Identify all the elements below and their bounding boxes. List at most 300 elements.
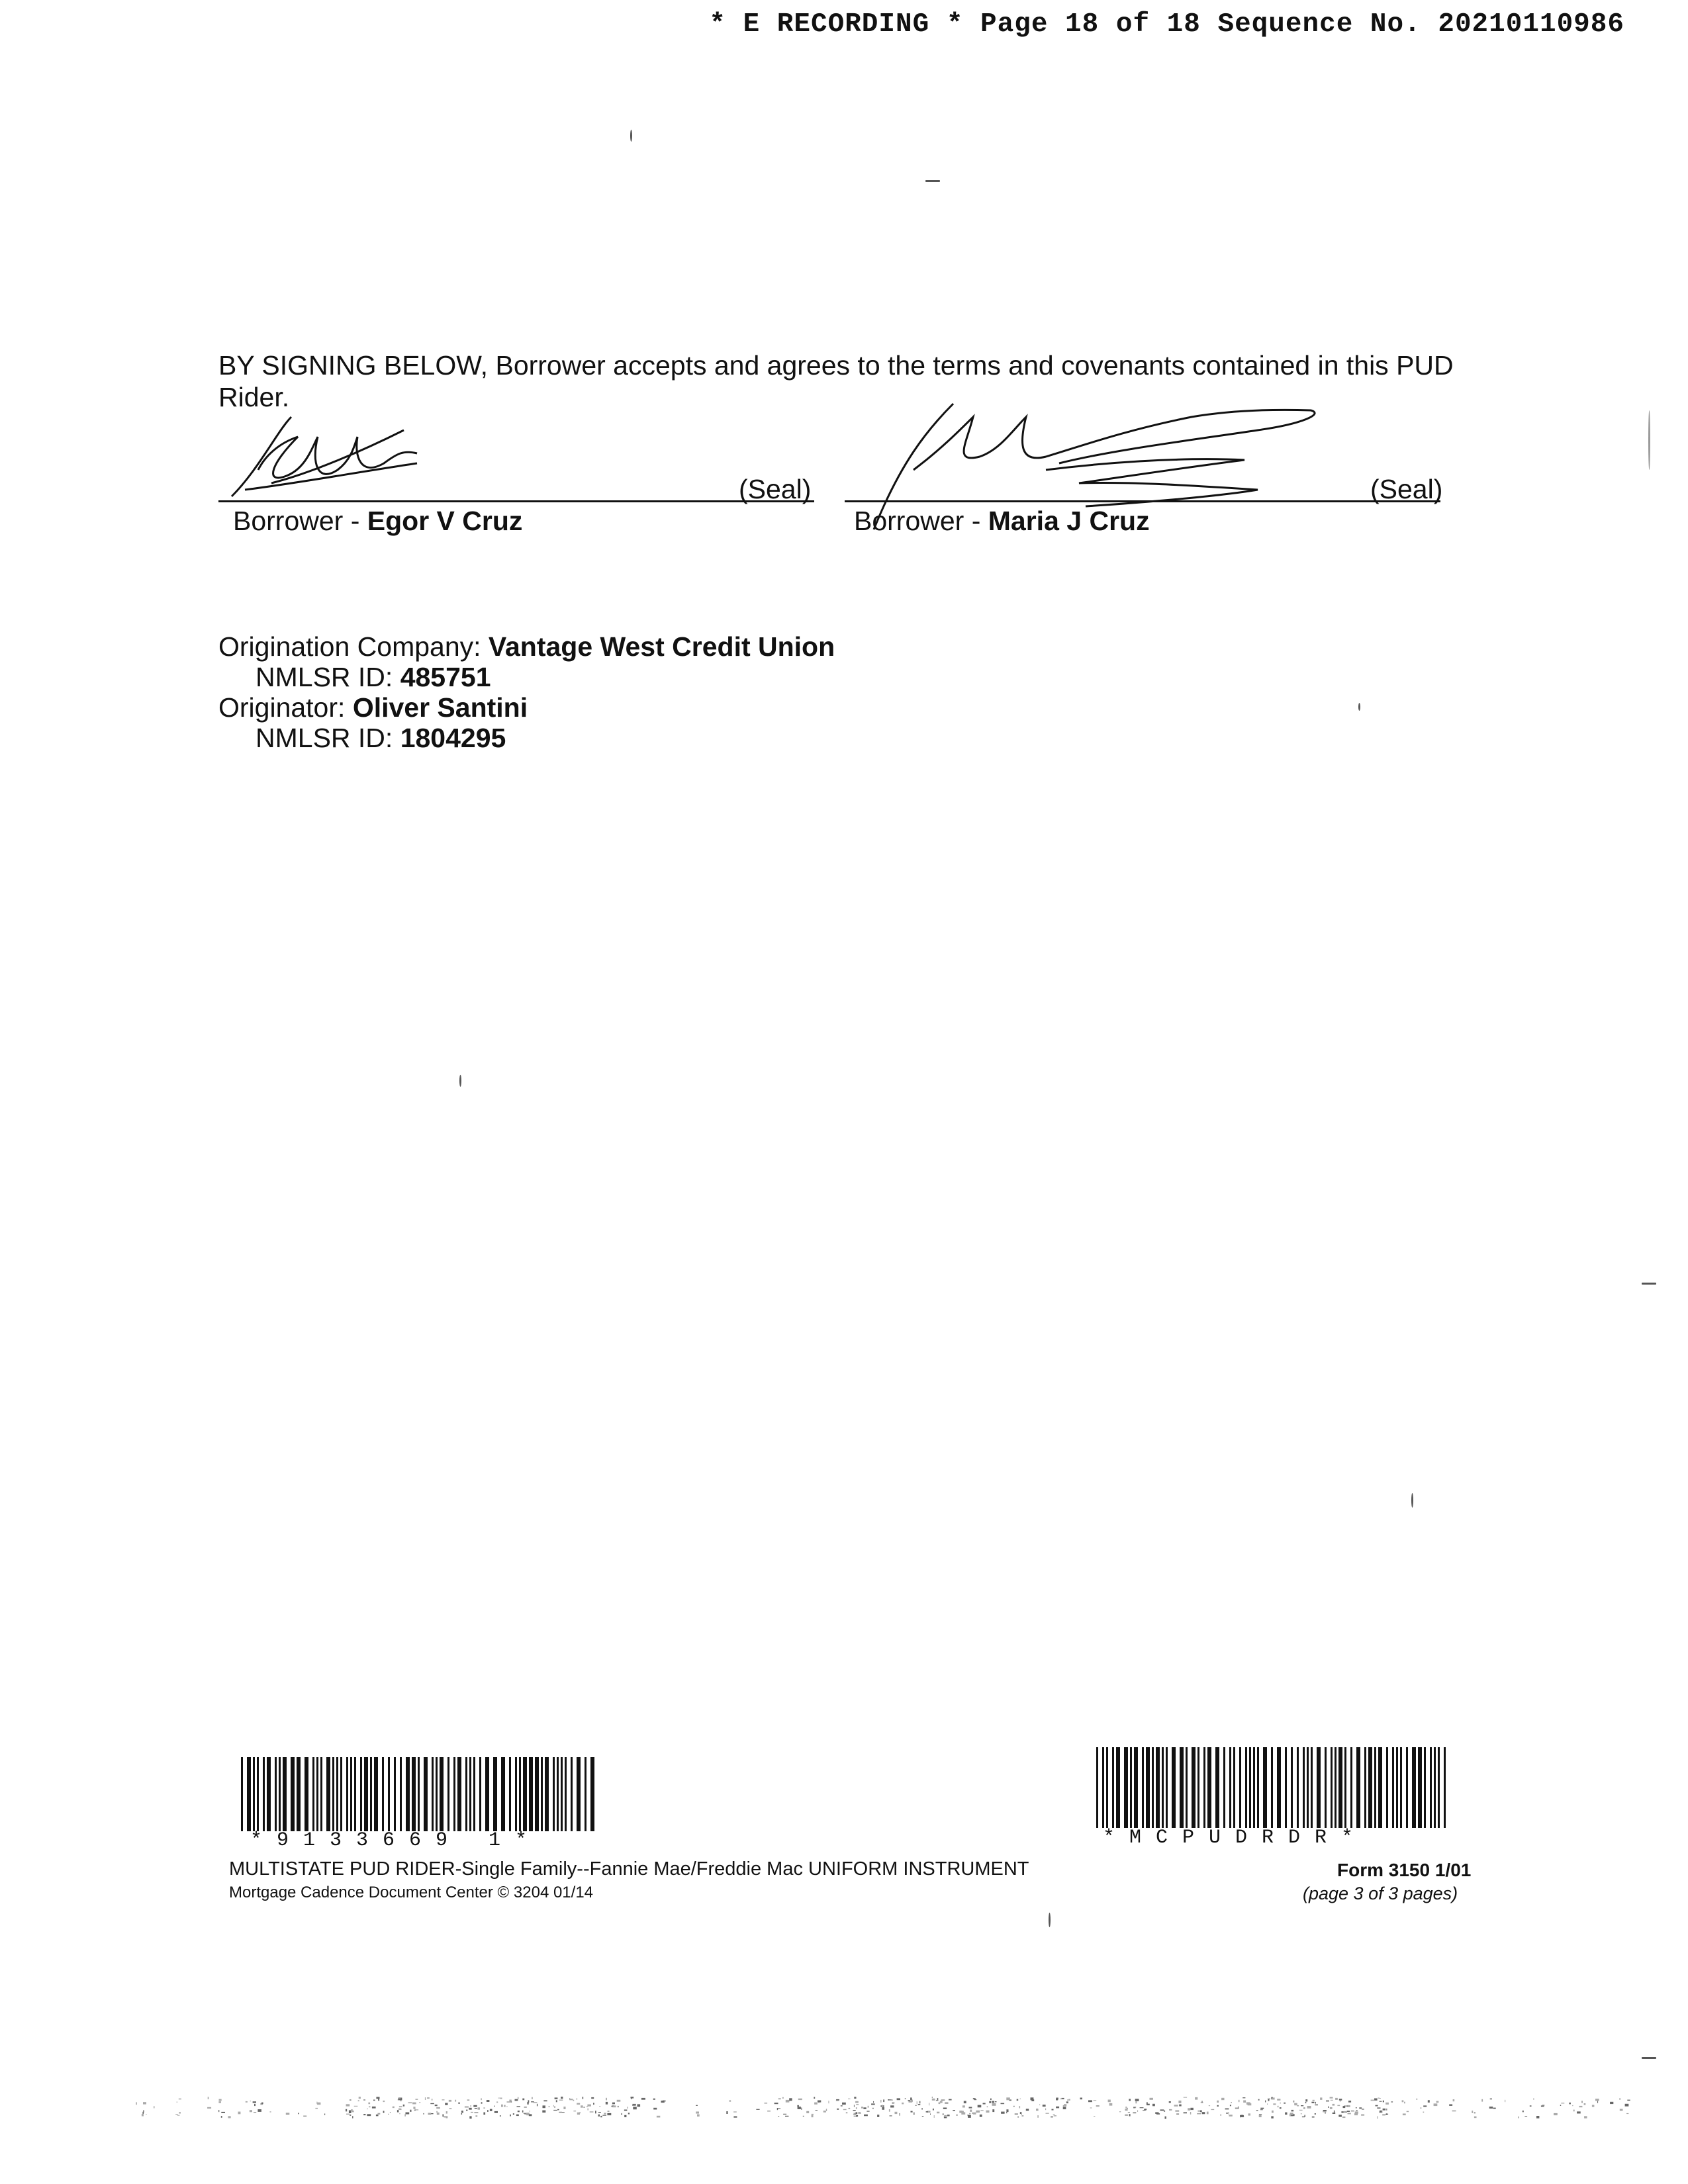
barcode-bar: [1162, 1747, 1164, 1828]
scan-noise-dot: [435, 2105, 438, 2106]
scan-noise-dot: [465, 2107, 469, 2108]
scan-noise-dot: [416, 2099, 418, 2100]
barcode-bar: [1239, 1747, 1241, 1828]
scan-noise-dot: [1294, 2103, 1297, 2106]
scan-noise-dot: [1272, 2097, 1275, 2099]
scan-noise-dot: [911, 2111, 913, 2113]
barcode-bar: [541, 1757, 543, 1831]
scan-noise-dot: [863, 2107, 866, 2109]
scan-noise-dot: [1293, 2101, 1294, 2103]
barcode-bar: [283, 1757, 287, 1831]
originator-nmlsr-value: 1804295: [400, 723, 506, 753]
scan-noise-dot: [1391, 2101, 1393, 2102]
barcode-bar: [316, 1757, 318, 1831]
scan-noise-dot: [363, 2099, 365, 2100]
scan-noise-dot: [372, 2107, 376, 2109]
scan-noise-dot: [367, 2114, 371, 2116]
barcode-bar: [1430, 1747, 1432, 1828]
barcode-bar: [1172, 1747, 1176, 1828]
scan-noise-dot: [1382, 2114, 1385, 2115]
scan-noise-dot: [1051, 2116, 1053, 2118]
scan-noise-dot: [442, 2099, 445, 2100]
barcode-bar: [1424, 1747, 1426, 1828]
scan-noise-dot: [524, 2113, 526, 2114]
barcode-bar: [1356, 1747, 1360, 1828]
scan-noise-dot: [1259, 2114, 1262, 2115]
scan-noise-dot: [1423, 2112, 1425, 2113]
scan-noise-dot: [1231, 2102, 1232, 2103]
scan-noise-dot: [1068, 2099, 1070, 2101]
barcode-bar: [457, 1757, 461, 1831]
origination-company-value: Vantage West Credit Union: [488, 631, 835, 662]
scan-noise-dot: [1334, 2111, 1335, 2113]
scan-noise-dot: [897, 2098, 900, 2100]
scan-noise-dot: [1259, 2115, 1262, 2117]
scan-noise-dot: [500, 2115, 501, 2116]
scan-noise-dot: [930, 2114, 931, 2115]
scan-noise-dot: [1080, 2098, 1083, 2100]
scan-noise-dot: [914, 2113, 915, 2115]
scan-noise-dot: [581, 2105, 583, 2107]
scan-noise-dot: [1184, 2097, 1187, 2098]
scan-noise-dot: [1402, 2100, 1404, 2102]
barcode-bar: [1386, 1747, 1388, 1828]
barcode-bar: [1156, 1747, 1160, 1828]
barcode-bar: [1434, 1747, 1436, 1828]
scan-noise-dot: [412, 2103, 416, 2105]
scan-noise-dot: [1063, 2105, 1064, 2107]
scan-noise-dot: [221, 2116, 222, 2118]
scan-noise-dot: [803, 2116, 804, 2117]
scan-noise-dot: [515, 2099, 518, 2101]
scan-noise-dot: [1127, 2108, 1128, 2109]
scan-noise-dot: [593, 2103, 594, 2105]
barcode-bar: [1146, 1747, 1150, 1828]
scan-noise-dot: [1246, 2102, 1250, 2105]
seal-label-1: (Seal): [739, 474, 812, 504]
scan-noise-dot: [1620, 2109, 1623, 2111]
scan-noise-dot: [522, 2111, 524, 2113]
barcode-bar: [1112, 1747, 1114, 1828]
barcode-bar: [493, 1757, 497, 1831]
scan-noise-dot: [1022, 2115, 1024, 2116]
scan-noise-dot: [436, 2111, 438, 2113]
scan-noise-dot: [1056, 2099, 1058, 2101]
barcode-bar: [1223, 1747, 1225, 1828]
scan-noise-dot: [940, 2101, 943, 2103]
scan-noise-dot: [1046, 2113, 1049, 2114]
scan-noise-dot: [880, 2100, 881, 2103]
scan-noise-dot: [937, 2112, 939, 2114]
scan-noise-dot: [797, 2105, 799, 2107]
scan-noise-dot: [606, 2102, 608, 2105]
scan-noise-dot: [1554, 2113, 1558, 2115]
barcode-left-text: *9133669 1*: [250, 1829, 542, 1852]
scan-noise-dot: [814, 2103, 818, 2105]
scan-noise-dot: [469, 2108, 471, 2110]
scan-noise-dot: [612, 2105, 616, 2107]
scan-noise-dot: [1305, 2099, 1307, 2101]
scan-noise-dot: [1428, 2100, 1430, 2103]
barcode-bar: [509, 1757, 511, 1831]
scan-noise-dot: [1001, 2112, 1005, 2114]
scan-noise-dot: [399, 2098, 400, 2099]
origination-info: [218, 631, 835, 753]
scan-noise-dot: [783, 2114, 786, 2115]
scan-noise-dot: [228, 2116, 231, 2118]
scan-noise-dot: [430, 2103, 434, 2104]
scan-noise-dot: [383, 2101, 385, 2102]
barcode-bar: [388, 1757, 390, 1831]
scan-noise-dot: [969, 2113, 970, 2115]
barcode-bar: [1338, 1747, 1342, 1828]
scan-noise-dot: [1229, 2115, 1233, 2116]
barcode-bar: [1325, 1747, 1327, 1828]
barcode-bar: [1303, 1747, 1305, 1828]
scan-noise-dot: [1299, 2110, 1303, 2111]
scan-noise-dot: [624, 2110, 628, 2111]
scan-noise-dot: [510, 2101, 512, 2102]
scan-noise-dot: [1386, 2109, 1387, 2111]
scan-noise-dot: [1493, 2108, 1496, 2109]
scan-noise-dot: [858, 2112, 861, 2114]
scan-noise-dot: [1272, 2111, 1274, 2113]
barcode-bar: [1350, 1747, 1352, 1828]
scan-noise-dot: [1337, 2105, 1340, 2107]
scan-noise-dot: [933, 2109, 934, 2111]
scan-noise-dot: [1297, 2105, 1299, 2107]
scan-noise-dot: [1152, 2104, 1155, 2107]
scan-noise-dot: [591, 2097, 594, 2099]
company-nmlsr-value: 485751: [400, 662, 491, 692]
scan-noise-dot: [529, 2114, 532, 2116]
scan-noise-dot: [543, 2105, 545, 2108]
scan-noise-dot: [854, 2097, 856, 2099]
scan-noise-dot: [1436, 2101, 1439, 2103]
barcode-bar: [1418, 1747, 1422, 1828]
scan-noise-dot: [853, 2110, 856, 2111]
scan-noise-dot: [653, 2108, 657, 2110]
scan-noise-dot: [1020, 2112, 1022, 2114]
scan-noise-dot: [250, 2110, 252, 2112]
scan-noise-dot: [1271, 2099, 1272, 2100]
barcode-bar: [1253, 1747, 1255, 1828]
scan-noise-dot: [976, 2111, 980, 2113]
scan-noise-dot: [1036, 2109, 1039, 2111]
scan-noise-dot: [653, 2099, 655, 2100]
scan-noise-dot: [1280, 2107, 1282, 2109]
scan-noise-dot: [864, 2115, 868, 2116]
scan-noise-dot: [522, 2099, 524, 2101]
scan-noise-dot: [270, 2111, 271, 2112]
scan-noise-dot: [583, 2107, 585, 2108]
scan-noise-dot: [1404, 2102, 1405, 2104]
scan-noise-dot: [877, 2115, 879, 2117]
scan-noise-dot: [528, 2100, 529, 2103]
scan-noise-dot: [590, 2111, 594, 2113]
scan-noise-dot: [1330, 2107, 1333, 2109]
scan-noise-dot: [890, 2115, 892, 2116]
scan-noise-dot: [1423, 2105, 1427, 2107]
scan-noise-dot: [1228, 2112, 1229, 2115]
barcode-bar: [354, 1757, 356, 1831]
scan-noise-dot: [517, 2106, 521, 2107]
scan-noise-dot: [812, 2115, 814, 2117]
scan-noise-dot: [1610, 2102, 1613, 2104]
scan-noise-dot: [298, 2113, 299, 2115]
scan-noise-dot: [1169, 2109, 1172, 2111]
scan-noise-dot: [995, 2101, 997, 2102]
scan-noise-dot: [537, 2104, 538, 2107]
borrower-label-2: [854, 506, 1150, 537]
scan-noise-dot: [974, 2099, 977, 2100]
scan-noise-dot: [532, 2097, 533, 2099]
scan-noise-dot: [498, 2098, 502, 2099]
barcode-bar: [1096, 1747, 1098, 1828]
scan-noise-dot: [1066, 2101, 1068, 2103]
scan-noise-dot: [246, 2101, 248, 2103]
scan-noise-dot: [573, 2100, 575, 2101]
scan-noise-dot: [350, 2115, 351, 2116]
scan-noise-dot: [1569, 2103, 1571, 2105]
scan-noise-dot: [947, 2115, 950, 2116]
scan-noise-dot: [1109, 2103, 1113, 2106]
scan-noise-dot: [1135, 2099, 1139, 2101]
scan-noise-dot: [458, 2103, 460, 2104]
scan-noise-dot: [1305, 2102, 1307, 2103]
barcode-bar: [545, 1757, 549, 1831]
scan-noise-dot: [400, 2109, 401, 2110]
scan-noise-dot: [696, 2105, 698, 2106]
barcode-bar: [565, 1757, 567, 1831]
scan-noise-dot: [1380, 2111, 1382, 2113]
scan-noise-dot: [363, 2114, 365, 2115]
scan-noise-dot: [501, 2105, 503, 2107]
scan-noise-dot: [1320, 2097, 1322, 2100]
scan-noise-dot: [1017, 2116, 1019, 2117]
barcode-bar: [263, 1757, 265, 1831]
scan-noise-dot: [219, 2099, 222, 2101]
originator-nmlsr-row: [218, 723, 835, 753]
scan-noise-dot: [1119, 2111, 1121, 2112]
scan-noise-dot: [446, 2111, 447, 2114]
scan-noise-dot: [1045, 2109, 1046, 2111]
barcode-bar: [1344, 1747, 1346, 1828]
barcode-bar: [519, 1757, 521, 1831]
scan-noise-dot: [390, 2112, 391, 2113]
scan-noise-dot: [1339, 2099, 1342, 2101]
scan-noise-dot: [915, 2105, 917, 2106]
scan-noise-dot: [1265, 2101, 1266, 2103]
scan-noise-dot: [346, 2114, 350, 2115]
scan-noise-dot: [563, 2107, 565, 2109]
barcode-bar: [557, 1757, 559, 1831]
scan-noise-dot: [556, 2100, 557, 2102]
scan-noise-dot: [406, 2113, 410, 2115]
scan-noise-dot: [461, 2111, 463, 2113]
barcode-bar: [1406, 1747, 1408, 1828]
scan-noise-dot: [496, 2101, 498, 2103]
scan-noise-dot: [415, 2109, 416, 2110]
barcode-bar: [1277, 1747, 1281, 1828]
scan-noise-dot: [561, 2097, 563, 2099]
scan-noise-dot: [1627, 2100, 1630, 2101]
scan-noise-dot: [504, 2105, 506, 2107]
scan-noise-dot: [1140, 2107, 1144, 2108]
scan-noise-dot: [487, 2110, 489, 2112]
scan-noise-dot: [729, 2100, 731, 2101]
form-page-number: (page 3 of 3 pages): [1303, 1884, 1458, 1903]
scan-noise-dot: [992, 2103, 996, 2106]
scan-noise-dot: [1377, 2116, 1378, 2119]
scan-noise-dot: [569, 2098, 570, 2100]
scan-noise-dot: [461, 2113, 463, 2115]
scan-noise-dot: [854, 2105, 855, 2107]
scan-noise-dot: [1053, 2114, 1055, 2115]
scan-noise-dot: [1150, 2098, 1153, 2100]
seal-label-2: (Seal): [1370, 474, 1443, 504]
scan-noise-dot: [962, 2105, 965, 2107]
scan-noise-dot: [1155, 2113, 1158, 2114]
barcode-bar: [257, 1757, 259, 1831]
scan-noise-dot: [945, 2102, 948, 2104]
scan-noise-dot: [1449, 2105, 1452, 2106]
barcode-bar: [297, 1757, 301, 1831]
scan-noise-dot: [778, 2098, 781, 2099]
scan-noise-dot: [1330, 2097, 1333, 2099]
scan-noise-dot: [473, 2105, 477, 2107]
barcode-bar: [382, 1757, 384, 1831]
scan-noise-dot: [494, 2106, 495, 2107]
scan-noise-dot: [1625, 2104, 1629, 2107]
scan-noise-dot: [1302, 2116, 1305, 2117]
scan-noise-dot: [1129, 2114, 1131, 2116]
scan-noise-dot: [1202, 2112, 1205, 2114]
scan-noise-dot: [524, 2107, 527, 2108]
scan-noise-dot: [553, 2110, 557, 2111]
scan-noise-dot: [1474, 2116, 1477, 2118]
scan-noise-dot: [908, 2100, 911, 2101]
scan-noise-dot: [1315, 2102, 1316, 2104]
scan-noise-dot: [1290, 2113, 1293, 2115]
scan-noise-dot: [373, 2100, 375, 2101]
scan-noise-dot: [1184, 2113, 1187, 2114]
scan-noise-dot: [1595, 2099, 1599, 2101]
barcode-bar: [332, 1757, 334, 1831]
scan-noise-dot: [882, 2105, 883, 2107]
scan-noise-dot: [889, 2099, 893, 2100]
scan-noise-dot: [471, 2112, 473, 2113]
scan-noise-dot: [782, 2097, 784, 2099]
barcode-bar: [346, 1757, 348, 1831]
scan-noise-dot: [1315, 2105, 1318, 2106]
barcode-bar: [1438, 1747, 1440, 1828]
scan-noise-dot: [604, 2113, 606, 2115]
scan-noise-dot: [143, 2102, 146, 2104]
scan-noise-dot: [1052, 2109, 1054, 2111]
scan-noise-dot: [1125, 2115, 1128, 2116]
scan-noise-dot: [1235, 2107, 1239, 2109]
scan-noise-dot: [786, 2100, 790, 2103]
scan-noise-dot: [136, 2102, 137, 2105]
recording-header: * E RECORDING * Page 18 of 18 Sequence No. 20210110986: [709, 9, 1624, 40]
scan-noise-dot: [1211, 2109, 1215, 2110]
barcode-right-text: *MCPUDRDR*: [1103, 1827, 1368, 1849]
scan-noise-dot: [637, 2104, 641, 2107]
barcode-bar: [1229, 1747, 1231, 1828]
scan-noise-dot: [431, 2113, 433, 2114]
scan-noise-dot: [617, 2100, 621, 2102]
scan-noise-dot: [1176, 2113, 1179, 2115]
scan-noise-dot: [983, 2103, 986, 2105]
scan-noise-dot: [1006, 2097, 1010, 2100]
scan-noise-dot: [612, 2103, 615, 2105]
scan-noise-dot: [1060, 2099, 1062, 2100]
scan-noise-dot: [1344, 2106, 1348, 2107]
scan-noise-dot: [918, 2104, 921, 2105]
scan-noise-dot: [767, 2111, 771, 2112]
scan-noise-dot: [989, 2101, 991, 2103]
barcode-bar: [1291, 1747, 1293, 1828]
scan-noise-dot: [218, 2110, 219, 2112]
barcode-bar: [1245, 1747, 1247, 1828]
scan-noise-dot: [1312, 2116, 1315, 2118]
scan-noise-dot: [1271, 2116, 1274, 2118]
scan-noise-dot: [1303, 2107, 1305, 2109]
barcode-bar: [1374, 1747, 1376, 1828]
scan-noise-dot: [856, 2115, 858, 2116]
scan-noise-dot: [483, 2113, 485, 2115]
scan-noise-dot: [1523, 2111, 1524, 2112]
scan-noise-dot: [1380, 2101, 1382, 2102]
scan-noise-dot: [1094, 2116, 1095, 2117]
scan-noise-dot: [1619, 2099, 1620, 2100]
scan-noise-dot: [1374, 2099, 1378, 2101]
scan-noise-dot: [1197, 2113, 1201, 2115]
scan-noise-dot: [555, 2097, 558, 2099]
scan-noise-dot: [286, 2113, 290, 2115]
scan-noise-dot: [1307, 2106, 1311, 2109]
company-nmlsr-row: [218, 662, 835, 692]
scan-noise-dot: [437, 2113, 440, 2115]
barcode-bar: [1364, 1747, 1366, 1828]
scan-noise-dot: [934, 2115, 935, 2118]
signature-line-1: [218, 500, 814, 502]
barcode-bar: [364, 1757, 368, 1831]
barcode-bar: [1249, 1747, 1251, 1828]
scan-noise-dot: [733, 2116, 737, 2118]
scan-noise-dot: [1416, 2099, 1417, 2100]
scan-noise-dot: [798, 2107, 801, 2109]
scan-noise-dot: [1201, 2101, 1202, 2103]
scan-noise-dot: [765, 2103, 768, 2104]
barcode-bar: [1335, 1747, 1336, 1828]
scan-noise-dot: [425, 2097, 426, 2100]
scan-noise-dot: [872, 2108, 874, 2109]
scan-noise-dot: [953, 2110, 955, 2111]
barcode-bar: [473, 1757, 475, 1831]
scan-noise-dot: [587, 2105, 591, 2107]
scan-noise-dot: [978, 2105, 982, 2108]
barcode-bar: [1368, 1747, 1372, 1828]
scan-noise-dot: [303, 2116, 306, 2117]
scan-noise-dot: [873, 2101, 874, 2103]
scan-noise-dot: [846, 2112, 848, 2113]
barcode-bar: [571, 1757, 573, 1831]
scan-noise-dot: [1243, 2097, 1245, 2098]
barcode-bar: [1311, 1747, 1313, 1828]
scan-noise-dot: [1043, 2105, 1046, 2107]
